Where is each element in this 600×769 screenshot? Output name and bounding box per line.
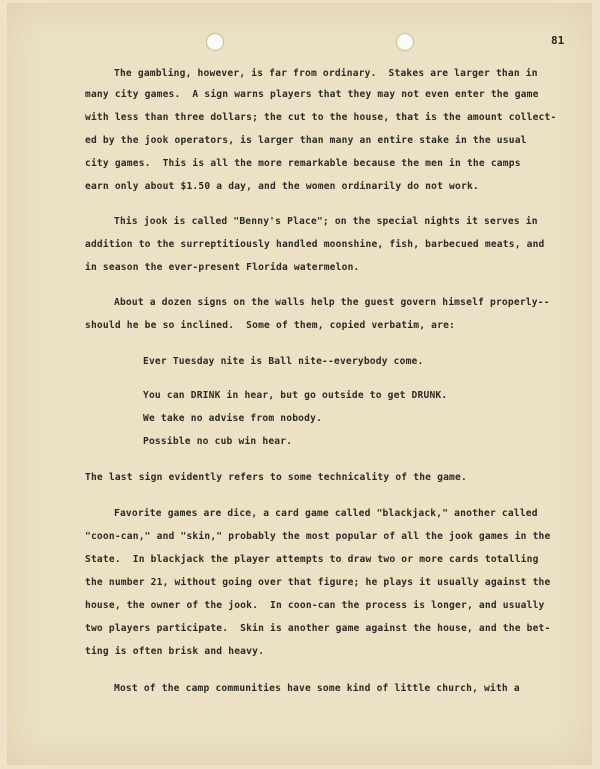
text-line: State. In blackjack the player attempts to draw two or more cards totalling — [85, 554, 539, 565]
punch-hole-right — [396, 33, 414, 51]
text-line: Most of the camp communities have some kind of little church, with a — [114, 683, 520, 694]
text-line: house, the owner of the jook. In coon-can the process is longer, and usually — [85, 600, 545, 611]
quoted-sign: We take no advise from nobody. — [143, 413, 323, 424]
text-line: should he be so inclined. Some of them, copied verbatim, are: — [85, 320, 456, 331]
text-line: About a dozen signs on the walls help the guest govern himself properly-- — [114, 297, 550, 308]
page-number: 81 — [551, 34, 565, 47]
text-line: The last sign evidently refers to some technicality of the game. — [85, 472, 467, 483]
document-page — [7, 3, 592, 765]
punch-hole-left — [206, 33, 224, 51]
text-line: The gambling, however, is far from ordinary. Stakes are larger than in — [114, 68, 538, 79]
text-line: with less than three dollars; the cut to the house, that is the amount collect- — [85, 112, 557, 123]
text-line: in season the ever-present Florida watermelon. — [85, 262, 360, 273]
text-line: Favorite games are dice, a card game called "blackjack," another called — [114, 508, 538, 519]
text-line: many city games. A sign warns players that they may not even enter the game — [85, 89, 539, 100]
text-line: city games. This is all the more remarkable because the men in the camps — [85, 158, 521, 169]
text-line: earn only about $1.50 a day, and the women ordinarily do not work. — [85, 181, 479, 192]
text-line: ting is often brisk and heavy. — [85, 646, 265, 657]
text-line: addition to the surreptitiously handled moonshine, fish, barbecued meats, and — [85, 239, 545, 250]
quoted-sign: Ever Tuesday nite is Ball nite--everybody come. — [143, 356, 424, 367]
text-line: "coon-can," and "skin," probably the most popular of all the jook games in the — [85, 531, 551, 542]
quoted-sign: You can DRINK in hear, but go outside to get DRUNK. — [143, 390, 448, 401]
text-line: This jook is called "Benny's Place"; on the special nights it serves in — [114, 216, 538, 227]
text-line: the number 21, without going over that figure; he plays it usually against the — [85, 577, 551, 588]
quoted-sign: Possible no cub win hear. — [143, 436, 293, 447]
text-line: two players participate. Skin is another game against the house, and the bet- — [85, 623, 551, 634]
text-line: ed by the jook operators, is larger than many an entire stake in the usual — [85, 135, 527, 146]
